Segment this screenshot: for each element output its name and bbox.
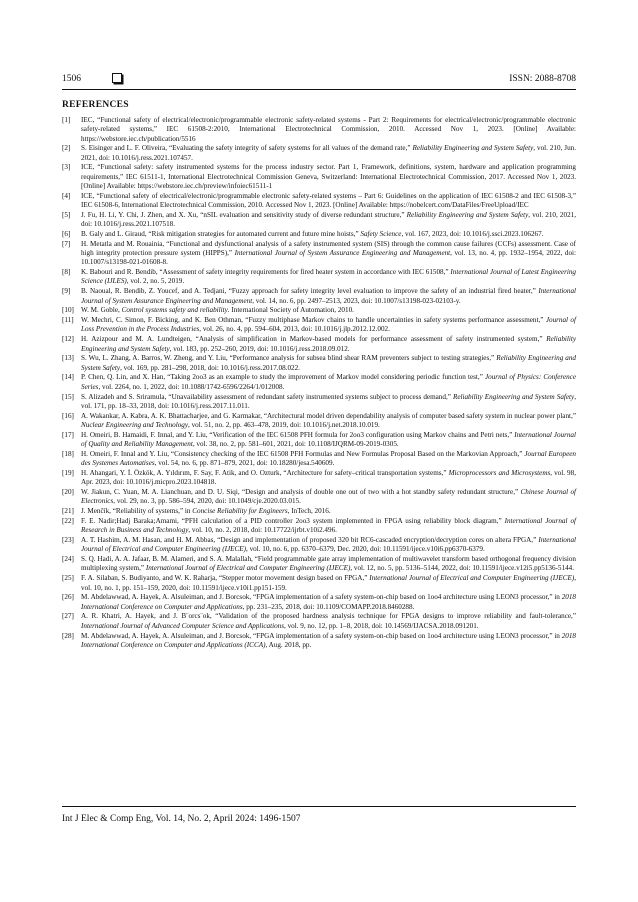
reference-item <box>62 144 576 163</box>
reference-fragment: M. Abdelawwad, A. Hayek, A. Alsuleiman, and J. Borcsok, “FPGA implementation of a safety system-on-chip based on 1oo4 architecture using LEON3 processor,” in <box>81 593 562 602</box>
reference-text <box>81 287 576 306</box>
reference-text <box>81 240 576 268</box>
reference-number: [15] <box>62 392 74 401</box>
running-header <box>62 72 576 86</box>
reference-number: [3] <box>62 163 71 172</box>
reference-venue: Concise Reliability for Engineers <box>192 507 288 516</box>
reference-text <box>81 316 576 335</box>
reference-venue: 2018 International Conference on Computer and Applications <box>81 593 576 611</box>
reference-fragment: , vol. 183, pp. 252–260, 2019, doi: 10.1016/j.ress.2018.09.012. <box>169 344 350 353</box>
reference-venue: International Journal of Advanced Computer Science and Applications <box>81 621 285 630</box>
reference-item <box>62 192 576 211</box>
reference-number: [8] <box>62 268 71 277</box>
reference-fragment: S. Eisinger and L. F. Oliveira, “Evaluating the safety integrity of safety systems for all values of the demand rate,” <box>81 144 413 153</box>
reference-item <box>62 612 576 631</box>
reference-number: [5] <box>62 210 71 219</box>
reference-fragment: F. E. Nadir;Hadj Baraka;Amami, “PFH calculation of a PID controller 2oo3 system implemented in FPGA using reliability block diagram,” <box>81 516 505 525</box>
reference-fragment: , vol. 13, no. 4, pp. 1932–1954, 2022, doi: 10.1007/s13198-021-01608-8. <box>81 249 576 267</box>
reference-venue: Journal Europeen des Systemes Automatises <box>81 449 576 468</box>
reference-text <box>81 373 576 392</box>
reference-venue: International Journal of Electrical and Computer Engineering (IJECE) <box>145 564 351 573</box>
square-icon <box>112 73 122 83</box>
reference-text <box>81 354 576 373</box>
reference-item <box>62 373 576 392</box>
reference-text <box>81 536 576 555</box>
reference-venue: Reliability Engineering and System Safety <box>81 335 576 353</box>
reference-fragment: S. Q. Hadi, A. A. Jafaar, B. M. Alameri, and S. A. Malallah, “Field programmable gate array implementation of multiwavelet transform based orthogonal frequency division multiplexing system,” <box>81 555 576 573</box>
reference-number: [23] <box>62 536 74 545</box>
reference-fragment: . International Society of Automation, 2010. <box>227 306 354 315</box>
reference-fragment: W. Mechri, C. Simon, F. Bicking, and K. Ben Othman, “Fuzzy multiphase Markov chains to handle uncertainties in safety systems performance assessment,” <box>81 316 546 325</box>
reference-number: [22] <box>62 516 74 525</box>
reference-venue: International Journal of Research in Business and Technology <box>81 516 576 535</box>
reference-number: [24] <box>62 555 74 564</box>
reference-item <box>62 555 576 574</box>
reference-fragment: , vol. 12, no. 5, pp. 5136–5144, 2022, doi: 10.11591/ijece.v12i5.pp5136-5144. <box>350 564 574 573</box>
reference-fragment: , vol. 26, no. 4, pp. 594–604, 2013, doi: 10.1016/j.jlp.2012.12.002. <box>199 325 390 334</box>
reference-number: [26] <box>62 593 74 602</box>
reference-item <box>62 306 576 315</box>
reference-venue: International Journal of Electrical and Computer Engineering (IJECE) <box>369 574 575 583</box>
reference-text <box>81 144 576 163</box>
reference-item <box>62 574 576 593</box>
reference-item <box>62 393 576 412</box>
reference-fragment: , vol. 14, no. 6, pp. 2497–2513, 2023, doi: 10.1007/s13198-023-02103-y. <box>252 296 461 305</box>
reference-number: [7] <box>62 239 71 248</box>
reference-number: [4] <box>62 191 71 200</box>
reference-text <box>81 574 576 593</box>
reference-text <box>81 431 576 450</box>
reference-fragment: , Aug. 2018, pp. <box>265 640 312 649</box>
reference-number: [11] <box>62 316 74 325</box>
reference-venue: Reliability Engineering and System Safety <box>81 354 577 372</box>
reference-fragment: H. Ahangari, Y. İ. Özkök, A. Yıldırım, F. Say, F. Atik, and O. Ozturk, “Architecture for safety–critical transportation systems,” <box>81 468 449 477</box>
reference-text <box>81 230 576 239</box>
reference-item <box>62 517 576 536</box>
reference-fragment: M. Abdelawwad, A. Hayek, A. Alsuleiman, and J. Borcsok, “FPGA implementation of a safety system-on-chip based on 1oo4 architecture using LEON3 processor,” in <box>81 631 562 640</box>
reference-fragment: A. T. Hashim, A. M. Hasan, and H. M. Abbas, “Design and implementation of proposed 320 bit RC6-cascaded encryption/decryption cores on altera FPGA,” <box>81 536 539 545</box>
reference-text <box>81 306 576 315</box>
reference-fragment: , vol. 171, pp. 18–33, 2018, doi: 10.1016/j.ress.2017.11.011. <box>81 392 576 410</box>
reference-item <box>62 354 576 373</box>
reference-fragment: , vol. 10, no. 2, 2018, doi: 10.17722/ijrbt.v10i2.496. <box>188 526 337 535</box>
reference-text <box>81 469 576 488</box>
reference-number: [12] <box>62 335 74 344</box>
reference-number: [28] <box>62 631 74 640</box>
reference-number: [2] <box>62 144 71 153</box>
reference-fragment: ICE, “Functional safety: safety instrumented systems for the process industry sector. Part 1, Framework, definitions, system, hardware and application programming requirements,” IEC 61511-1, International Electrotechnical Commission Geneva, Switzerland: International Electrotechnical Commission, 2017. Accessed Nov 1, 2023. [Online] Available: https://webstore.iec.ch/preview/infoiec61511-1 <box>81 163 576 190</box>
reference-number: [1] <box>62 116 71 124</box>
reference-venue: International Journal of System Assurance Engineering and Management <box>234 249 451 258</box>
reference-text <box>81 517 576 536</box>
reference-venue: International Journal of Electrical and Computer Engineering (IJECE) <box>81 536 576 554</box>
reference-item <box>62 536 576 555</box>
reference-fragment: B. Naoual, R. Bendib, Z. Youcef, and A. Tedjani, “Fuzzy approach for safety integrity level evaluation to improve the safety of an industrial fired heater,” <box>81 287 539 296</box>
reference-venue: International Journal of Quality and Reliability Management <box>81 430 576 448</box>
reference-fragment: F. A. Silaban, S. Budiyanto, and W. K. Raharja, “Stepper motor movement design based on FPGA,” <box>81 574 370 583</box>
reference-number: [10] <box>62 306 74 315</box>
page-number: 1506 <box>62 74 81 84</box>
reference-fragment: , vol. 98, Apr. 2023, doi: 10.1016/j.micpro.2023.104818. <box>81 468 576 487</box>
reference-venue: Reliability Engineering and System Safety <box>412 144 534 153</box>
reference-venue: Safety Science <box>360 229 402 238</box>
reference-text <box>81 507 576 516</box>
reference-fragment: S. Alizadeh and S. Sriramula, “Unavailability assessment of redundant safety instrumented systems subject to process demand,” <box>81 392 453 401</box>
reference-item <box>62 163 576 191</box>
reference-fragment: , vol. 210, Jun. 2021, doi: 10.1016/j.ress.2021.107457. <box>81 144 576 162</box>
reference-list <box>62 116 576 651</box>
reference-item <box>62 240 576 268</box>
reference-fragment: , vol. 38, no. 2, pp. 581–601, 2021, doi: 10.1108/IJQRM-09-2019-0305. <box>192 440 399 448</box>
reference-venue: Reliability Engineering and System Safety <box>406 210 529 219</box>
reference-fragment: A. Wakankar, A. Kabra, A. K. Bhattacharjee, and G. Karmakar, “Architectural model driven dependability analysis of computer based safety system in nuclear power plant,” <box>81 411 576 420</box>
footer-rule <box>62 806 576 807</box>
reference-fragment: , vol. 2, no. 5, 2019. <box>126 277 185 286</box>
reference-fragment: IEC, “Functional safety of electrical/electronic/programmable electronic safety-related systems - Part 2: Requirements for electrical/electronic/programmable electronic safety-related systems,” IEC 61508-2:2010, International Electrotechnical Commission, 2010. Accessed Nov 1, 2023. [Online] Available: https://webstore.iec.ch/publication/5516 <box>81 116 576 143</box>
reference-item <box>62 268 576 287</box>
reference-item <box>62 593 576 612</box>
reference-venue: 2018 International Conference on Computer and Applications (ICCA) <box>81 631 576 649</box>
issn: ISSN: 2088-8708 <box>509 74 576 84</box>
reference-text <box>81 450 576 469</box>
reference-text <box>81 488 576 507</box>
reference-text <box>81 412 576 431</box>
reference-fragment: , vol. 10, no. 1, pp. 151–159, 2020, doi: 10.11591/ijece.v10i1.pp151-159. <box>81 574 577 592</box>
reference-venue: Chinese Journal of Electronics <box>81 488 577 506</box>
reference-text <box>81 632 576 651</box>
reference-fragment: , vol. 169, pp. 281–298, 2018, doi: 10.1016/j.ress.2017.08.022. <box>120 363 300 372</box>
reference-item <box>62 230 576 239</box>
reference-number: [9] <box>62 287 71 296</box>
reference-fragment: , vol. 51, no. 2, pp. 463–478, 2019, doi: 10.1016/j.net.2018.10.019. <box>188 420 380 429</box>
reference-text <box>81 393 576 412</box>
reference-item <box>62 632 576 651</box>
reference-item <box>62 450 576 469</box>
running-footer: Int J Elec & Comp Eng, Vol. 14, No. 2, April 2024: 1496-1507 <box>62 814 301 824</box>
reference-item <box>62 211 576 230</box>
reference-text <box>81 555 576 574</box>
reference-fragment: W. M. Goble, <box>81 306 122 315</box>
reference-fragment: , vol. 2264, no. 1, 2022, doi: 10.1088/1742-6596/2264/1/012008. <box>98 382 285 391</box>
reference-text <box>81 593 576 612</box>
reference-venue: International Journal of System Assurance Engineering and Management <box>81 287 576 305</box>
reference-text <box>81 192 576 211</box>
reference-number: [14] <box>62 373 74 382</box>
reference-fragment: A. R. Khatri, A. Hayek, and J. B¨orcs¨ok, “Validation of the proposed hardness analysis technique for FPGA designs to improve reliability and fault-tolerance,” <box>81 612 576 621</box>
reference-number: [13] <box>62 354 74 363</box>
header-rule <box>62 89 576 90</box>
reference-number: [25] <box>62 574 74 583</box>
reference-item <box>62 507 576 516</box>
reference-text <box>81 116 576 144</box>
reference-fragment: H. Azizpour and M. A. Lundteigen, “Analysis of simplification in Markov-based models for performance assessment of safety instrumented system,” <box>81 335 547 344</box>
reference-fragment: , vol. 10, no. 6, pp. 6370–6379, Dec. 2020, doi: 10.11591/ijece.v10i6.pp6370-6379. <box>246 545 485 554</box>
section-heading: REFERENCES <box>62 100 129 110</box>
reference-venue: Control systems safety and reliability <box>121 306 228 315</box>
reference-number: [18] <box>62 449 74 458</box>
reference-fragment: ICE, “Functional safety of electrical/electronic/programmable electronic safety-related systems – Part 6: Guidelines on the application of IEC 61508-2 and IEC 61508-3,” IEC 61508-6, International Electrotechnical Commission, 2010. Accessed Nov 1, 2023. [Online] Available: https://nobelcert.com/DataFiles/FreeUpload/IEC <box>81 191 576 210</box>
reference-text <box>81 268 576 287</box>
reference-fragment: H. Omeiri, F. Innal and Y. Liu, “Consistency checking of the IEC 61508 PFH Formulas and New Formulas Proposal Based on the Markovian Approach,” <box>81 449 525 458</box>
reference-fragment: , InTech, 2016. <box>287 507 331 516</box>
reference-text <box>81 163 576 191</box>
reference-item <box>62 412 576 431</box>
reference-fragment: W. Jiakun, C. Yuan, M. A. Lianchuan, and D. U. Siqi, “Design and analysis of double one out of two with a hot standby safety redundant structure,” <box>81 488 521 497</box>
reference-fragment: B. Galy and L. Giraud, “Risk mitigation strategies for automated current and future mine hoists,” <box>81 229 361 238</box>
reference-fragment: , vol. 167, 2023, doi: 10.1016/j.ssci.2023.106267. <box>401 229 544 238</box>
reference-fragment: , vol. 9, no. 12, pp. 1–8, 2018, doi: 10.14569/IJACSA.2018.091201. <box>284 621 479 630</box>
reference-venue: Nuclear Engineering and Technology <box>81 420 189 429</box>
reference-fragment: , vol. 29, no. 3, pp. 586–594, 2020, doi: 10.1049/cje.2020.03.015. <box>113 497 301 506</box>
reference-text <box>81 211 576 230</box>
reference-fragment: , vol. 54, no. 6, pp. 871–879, 2021, doi: 10.18280/jesa.540609. <box>154 459 335 468</box>
reference-item <box>62 469 576 488</box>
reference-text <box>81 612 576 631</box>
reference-fragment: J. Menčík, “Reliability of systems,” in <box>81 507 193 516</box>
reference-fragment: K. Babouri and R. Bendib, “Assessment of safety integrity requirements for fired heater system in accordance with IEC 61508,” <box>81 268 451 277</box>
reference-text <box>81 335 576 354</box>
reference-venue: International Journal of Latest Engineering Science (IJLES) <box>81 268 576 286</box>
reference-item <box>62 116 576 144</box>
reference-number: [6] <box>62 229 71 238</box>
reference-fragment: , vol. 210, 2021, doi: 10.1016/j.ress.2021.107518. <box>81 210 576 229</box>
reference-number: [27] <box>62 612 74 621</box>
reference-venue: Reliability Engineering and System Safety <box>452 392 575 401</box>
reference-fragment: , pp. 231–235, 2018, doi: 10.1109/COMAPP.2018.8460288. <box>242 602 415 611</box>
reference-item <box>62 335 576 354</box>
reference-fragment: P. Chen, Q. Lin, and X. Han, “Taking 2oo3 as an example to study the improvement of Markov model considering periodic function test,” <box>81 373 485 382</box>
reference-fragment: H. Metatla and M. Rouainia, “Functional and dysfunctional analysis of a safety instrumented system (SIS) through the common cause failures (CCFs) assessment. Case of high integrity protection pressure system (HIPPS),” <box>81 239 576 258</box>
reference-venue: Journal of Loss Prevention in the Process Industries <box>81 316 576 334</box>
reference-fragment: J. Fu, H. Li, Y. Chi, J. Zhen, and X. Xu, “nSIL evaluation and sensitivity study of diverse redundant structure,” <box>81 210 407 219</box>
reference-item <box>62 431 576 450</box>
reference-item <box>62 287 576 306</box>
reference-number: [20] <box>62 488 74 497</box>
reference-number: [16] <box>62 411 74 420</box>
reference-number: [21] <box>62 507 74 516</box>
reference-item <box>62 316 576 335</box>
reference-number: [19] <box>62 468 74 477</box>
reference-item <box>62 488 576 507</box>
reference-venue: Journal of Physics: Conference Series <box>81 373 576 391</box>
reference-venue: Microprocessors and Microsystems <box>448 468 551 477</box>
reference-fragment: S. Wu, L. Zhang, A. Barros, W. Zheng, and Y. Liu, “Performance analysis for subsea blind shear RAM preventers subject to testing strategies,” <box>81 354 497 363</box>
reference-number: [17] <box>62 430 74 439</box>
reference-fragment: H. Omeiri, B. Hamaidi, F. Innal, and Y. Liu, “Verification of the IEC 61508 PFH formula for 2oo3 configuration using Markov chains and Petri nets,” <box>81 430 515 439</box>
